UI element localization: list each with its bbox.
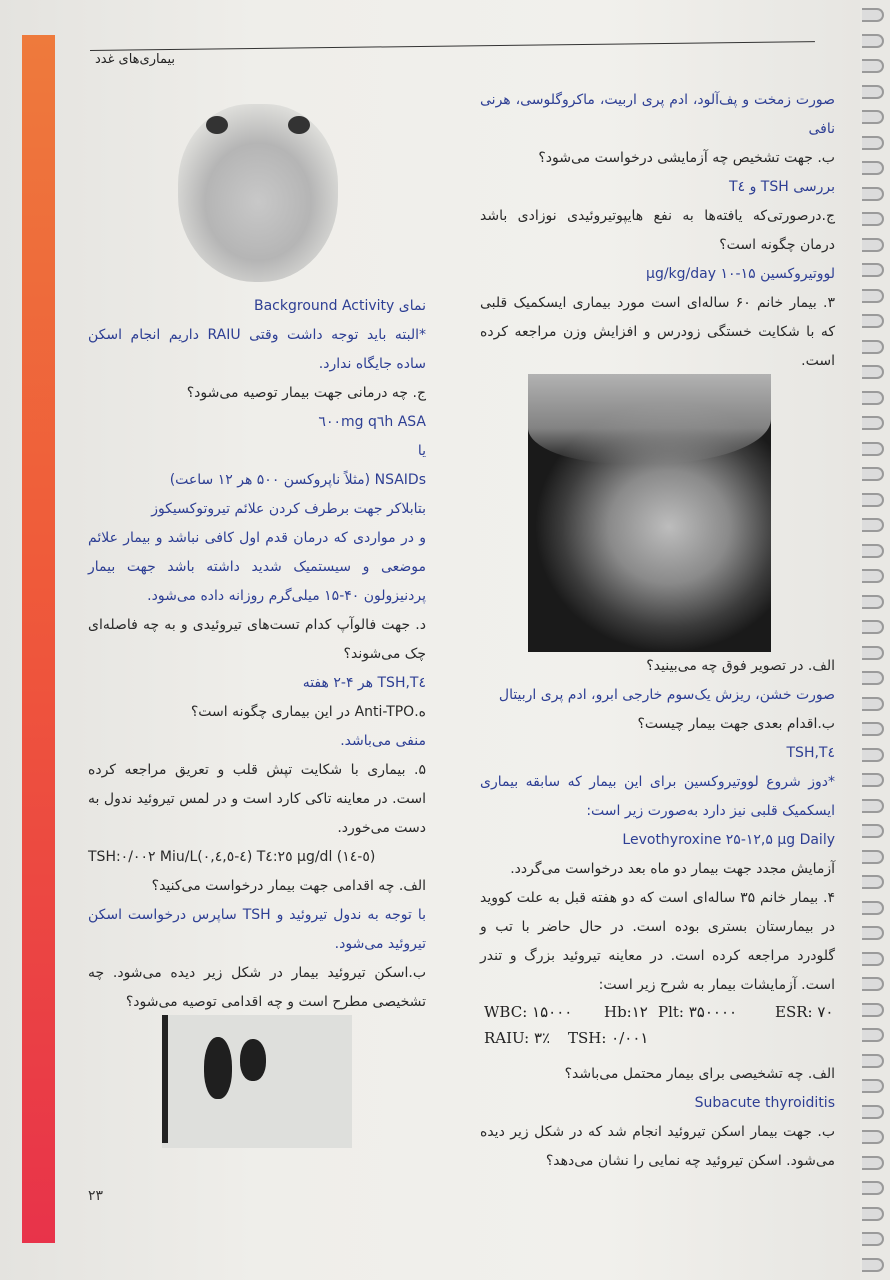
spiral-ring xyxy=(862,646,884,660)
left-col-paragraph: و در مواردی که درمان قدم اول کافی نباشد و بیمار علائم موضعی و سیستمیک شدید داشته باشد جهت بیمار پردنیزولون ۴۰-۱۵ میلی‌گرم روزانه داده می‌شود. xyxy=(88,530,426,604)
spiral-ring xyxy=(862,161,884,175)
spiral-ring xyxy=(862,1207,884,1221)
spiral-ring xyxy=(862,467,884,481)
spiral-ring xyxy=(862,569,884,583)
spiral-ring xyxy=(862,416,884,430)
patient-face-photo xyxy=(528,374,771,652)
left-col-paragraph: با توجه به ندول تیروئید و TSH ساپرس درخواست اسکن تیروئید می‌شود. xyxy=(88,907,426,952)
thyroid-scan-nodule-image xyxy=(162,1015,352,1148)
right-col-paragraph: ۴. بیمار خانم ۳۵ ساله‌ای است که دو هفته قبل به علت کووید در بیمارستان بستری بوده است. در حال حاضر با تب و گلودرد مراجعه کرده است. در معاینه تیروئید بزرگ و تندر است. آزمایشات بیمار به شرح زیر است: xyxy=(480,890,835,993)
spiral-ring xyxy=(862,620,884,634)
spiral-ring xyxy=(862,595,884,609)
left-col-paragraph: ج. چه درمانی جهت بیمار توصیه می‌شود؟ xyxy=(186,385,426,401)
spiral-ring xyxy=(862,748,884,762)
spiral-ring xyxy=(862,518,884,532)
left-col-paragraph: TSH,T٤ هر ۴-۲ هفته xyxy=(302,675,426,691)
right-col-paragraph: لووتیروکسین ۱۵-۱۰ μg/kg/day xyxy=(646,266,835,282)
spiral-ring xyxy=(862,340,884,354)
spiral-ring xyxy=(862,799,884,813)
right-col-paragraph: *دوز شروع لووتیروکسین برای این بیمار که سابقه بیماری ایسکمیک قلبی نیز دارد به‌صورت زیر است: xyxy=(480,774,835,819)
right-col-paragraph: صورت خشن، ریزش یک‌سوم خارجی ابرو، ادم پری اربیتال xyxy=(498,687,835,703)
spiral-ring xyxy=(862,110,884,124)
right-column xyxy=(480,86,835,376)
lab-plt: Plt: ۳۵۰۰۰۰ xyxy=(658,1003,738,1021)
left-col-paragraph: TSH:۰/۰۰۲ Miu/L(۰,٤-٤,٥) T٤:۲٥ μg/dl (٥-١٤) xyxy=(88,849,376,865)
thyroid-scan-diffuse-image xyxy=(178,104,338,282)
spiral-ring xyxy=(862,314,884,328)
chapter-title: بیماری‌های غدد xyxy=(95,52,176,67)
spiral-ring xyxy=(862,722,884,736)
right-col-paragraph: آزمایش مجدد جهت بیمار دو ماه بعد درخواست می‌گردد. xyxy=(510,861,835,877)
page-number: ۲۳ xyxy=(88,1188,104,1204)
right-col-paragraph: ب.اقدام بعدی جهت بیمار چیست؟ xyxy=(637,716,835,732)
spiral-ring xyxy=(862,365,884,379)
left-col-paragraph: ه.Anti-TPO در این بیماری چگونه است؟ xyxy=(190,704,426,720)
right-col-paragraph: ۳. بیمار خانم ۶۰ ساله‌ای است مورد بیماری ایسکمیک قلبی که با شکایت خستگی زودرس و افزایش وزن مراجعه کرده است. xyxy=(480,295,835,369)
spiral-ring xyxy=(862,773,884,787)
spiral-ring xyxy=(862,1258,884,1272)
spiral-binding xyxy=(860,0,890,1280)
lab-raiu: RAIU: ۳٪ xyxy=(484,1029,551,1047)
spiral-ring xyxy=(862,212,884,226)
spiral-ring xyxy=(862,263,884,277)
spiral-ring xyxy=(862,824,884,838)
right-col-paragraph: صورت زمخت و پف‌آلود، ادم پری اربیت، ماکروگلوسی، هرنی نافی xyxy=(480,92,835,137)
spiral-ring xyxy=(862,1130,884,1144)
spiral-ring xyxy=(862,697,884,711)
lab-hb: Hb:۱۲ xyxy=(604,1003,648,1021)
spiral-ring xyxy=(862,1156,884,1170)
spiral-ring xyxy=(862,850,884,864)
lab-wbc: WBC: ۱۵۰۰۰ xyxy=(484,1003,573,1021)
right-col-paragraph: الف. در تصویر فوق چه می‌بینید؟ xyxy=(646,658,835,674)
spiral-ring xyxy=(862,1003,884,1017)
left-col-paragraph: منفی می‌باشد. xyxy=(340,733,426,749)
spiral-ring xyxy=(862,59,884,73)
right-col-paragraph: ب. جهت تشخیص چه آزمایشی درخواست می‌شود؟ xyxy=(538,150,835,166)
left-col-paragraph: یا xyxy=(417,443,426,459)
spiral-ring xyxy=(862,1079,884,1093)
right-column-end xyxy=(480,1060,835,1176)
left-col-paragraph: ۵. بیماری با شکایت تپش قلب و تعریق مراجعه کرده است. در معاینه تاکی کارد است و در لمس تیروئید ندول به دست می‌خورد. xyxy=(88,762,426,836)
spiral-ring xyxy=(862,34,884,48)
spiral-ring xyxy=(862,544,884,558)
spiral-ring xyxy=(862,671,884,685)
left-col-paragraph: ب.اسکن تیروئید بیمار در شکل زیر دیده می‌شود. چه تشخیصی مطرح است و چه اقدامی توصیه می‌شود؟ xyxy=(88,965,426,1010)
spiral-ring xyxy=(862,926,884,940)
right-col-paragraph: ب. جهت بیمار اسکن تیروئید انجام شد که در شکل زیر دیده می‌شود. اسکن تیروئید چه نمایی را نشان می‌دهد؟ xyxy=(480,1124,835,1169)
spiral-ring xyxy=(862,1181,884,1195)
spiral-ring xyxy=(862,1028,884,1042)
left-col-paragraph: NSAIDs (مثلاً ناپروکسن ۵۰۰ هر ۱۲ ساعت) xyxy=(169,472,426,488)
left-col-paragraph: د. جهت فالوآپ کدام تست‌های تیروئیدی و به چه فاصله‌ای چک می‌شوند؟ xyxy=(88,617,426,662)
spiral-ring xyxy=(862,136,884,150)
right-col-paragraph: TSH,T٤ xyxy=(786,745,835,761)
spiral-ring xyxy=(862,1232,884,1246)
spiral-ring xyxy=(862,442,884,456)
spiral-ring xyxy=(862,391,884,405)
spiral-ring xyxy=(862,8,884,22)
spiral-ring xyxy=(862,1054,884,1068)
decorative-side-stripe xyxy=(22,35,55,1243)
spiral-ring xyxy=(862,493,884,507)
left-col-paragraph: ASA ٦٠٠mg q٦h xyxy=(318,414,426,430)
left-col-paragraph: الف. چه اقدامی جهت بیمار درخواست می‌کنید؟ xyxy=(151,878,426,894)
spiral-ring xyxy=(862,238,884,252)
spiral-ring xyxy=(862,187,884,201)
left-column xyxy=(88,292,426,1017)
left-col-paragraph: نمای Background Activity xyxy=(254,298,426,314)
left-col-paragraph: *البته باید توجه داشت وقتی RAIU داریم انجام اسکن ساده جایگاه ندارد. xyxy=(88,327,426,372)
right-column-continued xyxy=(480,652,835,1000)
right-col-paragraph: Levothyroxine ۲۵-۱۲,۵ μg Daily xyxy=(622,832,835,848)
lab-tsh: TSH: ۰/۰۰۱ xyxy=(568,1029,649,1047)
spiral-ring xyxy=(862,901,884,915)
spiral-ring xyxy=(862,875,884,889)
lab-esr: ESR: ۷۰ xyxy=(775,1003,834,1021)
right-col-paragraph: الف. چه تشخیصی برای بیمار محتمل می‌باشد؟ xyxy=(564,1066,835,1082)
spiral-ring xyxy=(862,952,884,966)
right-col-paragraph: Subacute thyroiditis xyxy=(694,1095,835,1111)
right-col-paragraph: ج.درصورتی‌که یافته‌ها به نفع هایپوتیروئیدی نوزادی باشد درمان چگونه است؟ xyxy=(480,208,835,253)
spiral-ring xyxy=(862,1105,884,1119)
spiral-ring xyxy=(862,289,884,303)
left-col-paragraph: بتابلاکر جهت برطرف کردن علائم تیروتوکسیکوز xyxy=(151,501,426,517)
right-col-paragraph: بررسی TSH و T٤ xyxy=(729,179,835,195)
spiral-ring xyxy=(862,85,884,99)
spiral-ring xyxy=(862,977,884,991)
